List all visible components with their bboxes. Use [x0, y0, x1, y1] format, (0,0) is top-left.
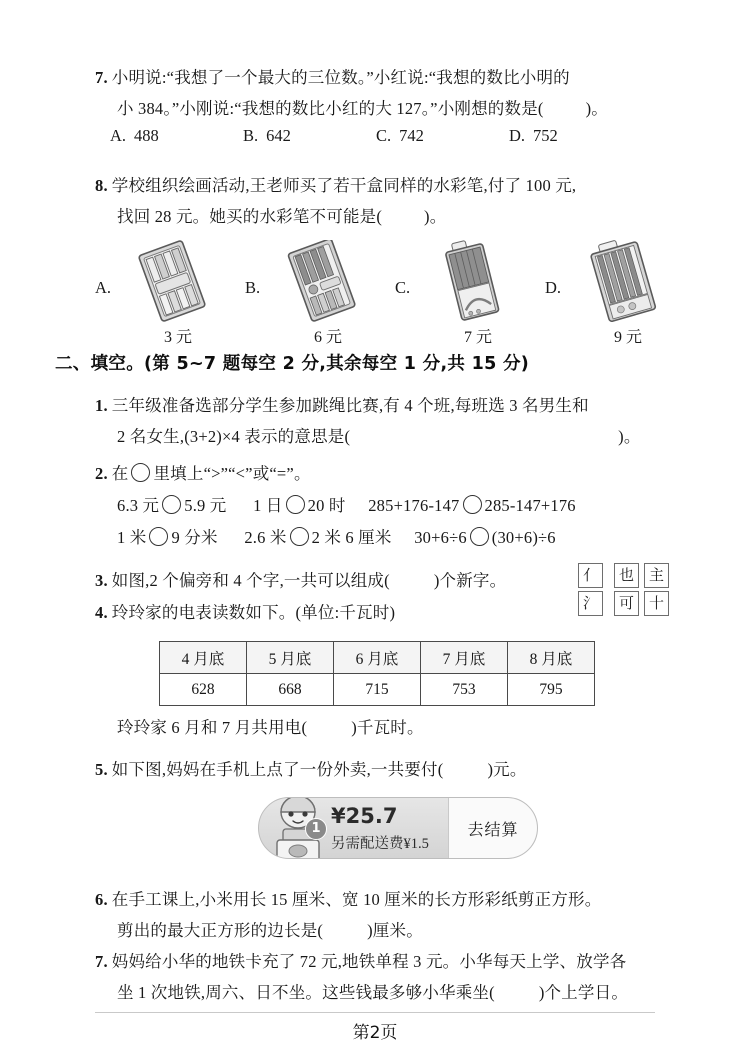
fill-question-6-line-2 — [95, 915, 705, 946]
pen-option-a-price: 3 元 — [163, 329, 192, 346]
option-b-label: B. — [243, 126, 259, 145]
fill-question-6-line-1 — [95, 884, 705, 915]
pen-option-b-price: 6 元 — [313, 329, 342, 346]
question-8-number: 8. — [95, 176, 108, 195]
fill-question-6 — [95, 884, 705, 946]
fill-question-7-line-2 — [95, 977, 710, 1008]
fill-question-5 — [95, 754, 655, 785]
question-8-text-line1: 学校组织绘画活动,王老师买了若干盒同样的水彩笔,付了 100 元, — [111, 176, 577, 195]
option-a[interactable] — [110, 126, 243, 146]
compare-4-left: 1 米 — [117, 528, 147, 547]
question-7-text-line2a: 小 384。”小刚说:“我想的数比小红的大 127。”小刚想的数是( — [117, 99, 544, 118]
question-8-text-line2a: 找回 28 元。她买的水彩笔不可能是( — [117, 207, 383, 226]
char-cell-zhu[interactable]: 主 — [644, 563, 669, 588]
marker-pen-box-icon — [279, 240, 365, 322]
pen-option-b-label: B. — [245, 278, 261, 297]
fill-question-1-text-line2a: 2 名女生,(3+2)×4 表示的意思是( — [117, 427, 351, 446]
fill-question-4-number: 4. — [95, 603, 108, 622]
table-header-cell: 5 月底 — [247, 642, 334, 674]
compare-5-right: 2 米 6 厘米 — [311, 528, 392, 547]
pen-option-d[interactable] — [545, 238, 695, 346]
option-c-value: 742 — [399, 126, 424, 145]
pen-option-d-price: 9 元 — [613, 329, 642, 346]
compare-3-right: 285-147+176 — [484, 496, 576, 515]
compare-1-right: 5.9 元 — [184, 496, 227, 515]
question-8-text-line2b: )。 — [424, 207, 447, 226]
table-header-cell: 8 月底 — [508, 642, 595, 674]
character-grid — [578, 563, 674, 616]
question-8-choice — [95, 170, 700, 232]
comparison-circle-icon[interactable] — [463, 495, 482, 514]
fill-question-4 — [95, 597, 575, 628]
fill-question-1-line-1 — [95, 390, 705, 421]
comparison-circle-icon[interactable] — [290, 527, 309, 546]
fill-question-1-line-2 — [95, 421, 705, 452]
char-cell-shi[interactable]: 十 — [644, 591, 669, 616]
delivery-fee-note: 另需配送费¥1.5 — [331, 836, 429, 852]
option-b-value: 642 — [266, 126, 291, 145]
pen-option-c-label: C. — [395, 278, 411, 297]
compare-6-right: (30+6)÷6 — [491, 528, 556, 547]
fill-question-2 — [95, 458, 715, 489]
fill-question-2-number: 2. — [95, 464, 108, 483]
table-cell: 795 — [508, 674, 595, 706]
compare-1-left: 6.3 元 — [117, 496, 160, 515]
fill-question-1-text-line2b: )。 — [618, 427, 641, 446]
table-header-row — [160, 642, 595, 674]
comparison-circle-icon[interactable] — [131, 463, 150, 482]
pen-option-b[interactable] — [245, 238, 395, 346]
fill-question-2-row-2 — [117, 522, 717, 553]
table-header-cell: 4 月底 — [160, 642, 247, 674]
char-cell-radical-person[interactable]: 亻 — [578, 563, 603, 588]
pen-option-c-price: 7 元 — [463, 329, 492, 346]
fill-question-7-number: 7. — [95, 952, 108, 971]
question-7-line-1 — [95, 62, 695, 93]
marker-pen-box-icon — [579, 240, 665, 322]
pen-option-a-label: A. — [95, 278, 112, 297]
compare-3-left: 285+176-147 — [368, 496, 460, 515]
fill-question-6-number: 6. — [95, 890, 108, 909]
fill-question-6-text-line2b: )厘米。 — [367, 921, 423, 940]
fill-question-3-text-a: 如图,2 个偏旁和 4 个字,一共可以组成( — [111, 571, 390, 590]
fill-question-6-text-line1: 在手工课上,小米用长 15 厘米、宽 10 厘米的长方形彩纸剪正方形。 — [111, 890, 602, 909]
section-two-heading: 二、填空。(第 5~7 题每空 2 分,其余每空 1 分,共 15 分) — [55, 354, 530, 374]
char-cell-ke[interactable]: 可 — [614, 591, 639, 616]
fill-question-7-text-line1: 妈妈给小华的地铁卡充了 72 元,地铁单程 3 元。小华每天上学、放学各 — [111, 952, 627, 971]
option-b[interactable] — [243, 126, 376, 146]
option-c-label: C. — [376, 126, 392, 145]
question-7-line-2 — [95, 93, 695, 124]
compare-2-right: 20 时 — [307, 496, 346, 515]
question-7-number: 7. — [95, 68, 108, 87]
compare-5-left: 2.6 米 — [244, 528, 287, 547]
fill-question-7-line-1 — [95, 946, 710, 977]
fill-question-3-number: 3. — [95, 571, 108, 590]
fill-question-1 — [95, 390, 705, 452]
fill-question-1-number: 1. — [95, 396, 108, 415]
char-cell-ye[interactable]: 也 — [614, 563, 639, 588]
table-header-cell: 6 月底 — [334, 642, 421, 674]
compare-4-right: 9 分米 — [171, 528, 218, 547]
fill-question-4-followup-b: )千瓦时。 — [351, 718, 424, 737]
table-cell: 753 — [421, 674, 508, 706]
electric-meter-table — [159, 641, 595, 706]
fill-question-7-text-line2a: 坐 1 次地铁,周六、日不坐。这些钱最多够小华乘坐( — [117, 983, 495, 1002]
fill-question-5-text-b: )元。 — [487, 760, 527, 779]
fill-question-2-prompt-a: 在 — [111, 464, 129, 483]
option-d-label: D. — [509, 126, 526, 145]
option-d[interactable] — [509, 126, 642, 146]
compare-6-left: 30+6÷6 — [414, 528, 467, 547]
fill-question-3-text-b: )个新字。 — [433, 571, 507, 590]
fill-question-6-text-line2a: 剪出的最大正方形的边长是( — [117, 921, 324, 940]
checkout-button[interactable]: 去结算 — [448, 798, 537, 858]
fill-question-4-text: 玲玲家的电表读数如下。(单位:千瓦时) — [111, 603, 396, 622]
table-header-cell: 7 月底 — [421, 642, 508, 674]
comparison-circle-icon[interactable] — [149, 527, 168, 546]
option-c[interactable] — [376, 126, 509, 146]
fill-question-3 — [95, 565, 575, 596]
table-cell: 668 — [247, 674, 334, 706]
fill-question-4-followup-a: 玲玲家 6 月和 7 月共用电( — [117, 718, 308, 737]
cart-item-count-badge: 1 — [305, 818, 327, 840]
fill-question-5-number: 5. — [95, 760, 108, 779]
question-8-line-1 — [95, 170, 700, 201]
table-cell: 715 — [334, 674, 421, 706]
fill-question-7 — [95, 946, 710, 1008]
comparison-circle-icon[interactable] — [286, 495, 305, 514]
comparison-circle-icon[interactable] — [470, 527, 489, 546]
option-d-value: 752 — [533, 126, 558, 145]
fill-question-7-text-line2b: )个上学日。 — [538, 983, 629, 1002]
comparison-circle-icon[interactable] — [162, 495, 181, 514]
table-cell: 628 — [160, 674, 247, 706]
question-7-text-line1: 小明说:“我想了一个最大的三位数。”小红说:“我想的数比小明的 — [111, 68, 570, 87]
fill-question-1-text-line1: 三年级准备选部分学生参加跳绳比赛,有 4 个班,每班选 3 名男生和 — [111, 396, 589, 415]
fill-question-2-prompt — [95, 458, 715, 489]
question-8-options — [95, 238, 695, 346]
option-a-value: 488 — [134, 126, 159, 145]
fill-question-5-text-a: 如下图,妈妈在手机上点了一份外卖,一共要付( — [111, 760, 444, 779]
page-number-footer: 第2页 — [352, 1023, 398, 1043]
question-7-choice — [95, 62, 695, 124]
compare-2-left: 1 日 — [253, 496, 283, 515]
pen-option-a[interactable] — [95, 238, 245, 346]
table-row — [160, 674, 595, 706]
character-grid-row-2 — [578, 591, 674, 616]
question-8-line-2 — [95, 201, 700, 232]
fill-question-2-row-1 — [117, 490, 717, 521]
char-cell-radical-water[interactable]: 氵 — [578, 591, 603, 616]
fill-question-2-prompt-b: 里填上“>”“<”或“=”。 — [153, 464, 311, 483]
option-a-label: A. — [110, 126, 127, 145]
question-7-options — [110, 126, 642, 146]
cart-total-price: ¥25.7 — [331, 804, 398, 828]
food-delivery-cart-widget[interactable] — [258, 797, 538, 859]
character-grid-row-1 — [578, 563, 674, 588]
pen-option-c[interactable] — [395, 238, 545, 346]
footer-divider — [95, 1012, 655, 1013]
marker-pen-box-icon — [429, 240, 515, 322]
marker-pen-box-icon — [129, 240, 215, 322]
fill-question-4-followup — [117, 712, 637, 743]
question-7-text-line2b: )。 — [585, 99, 609, 118]
pen-option-d-label: D. — [545, 278, 562, 297]
